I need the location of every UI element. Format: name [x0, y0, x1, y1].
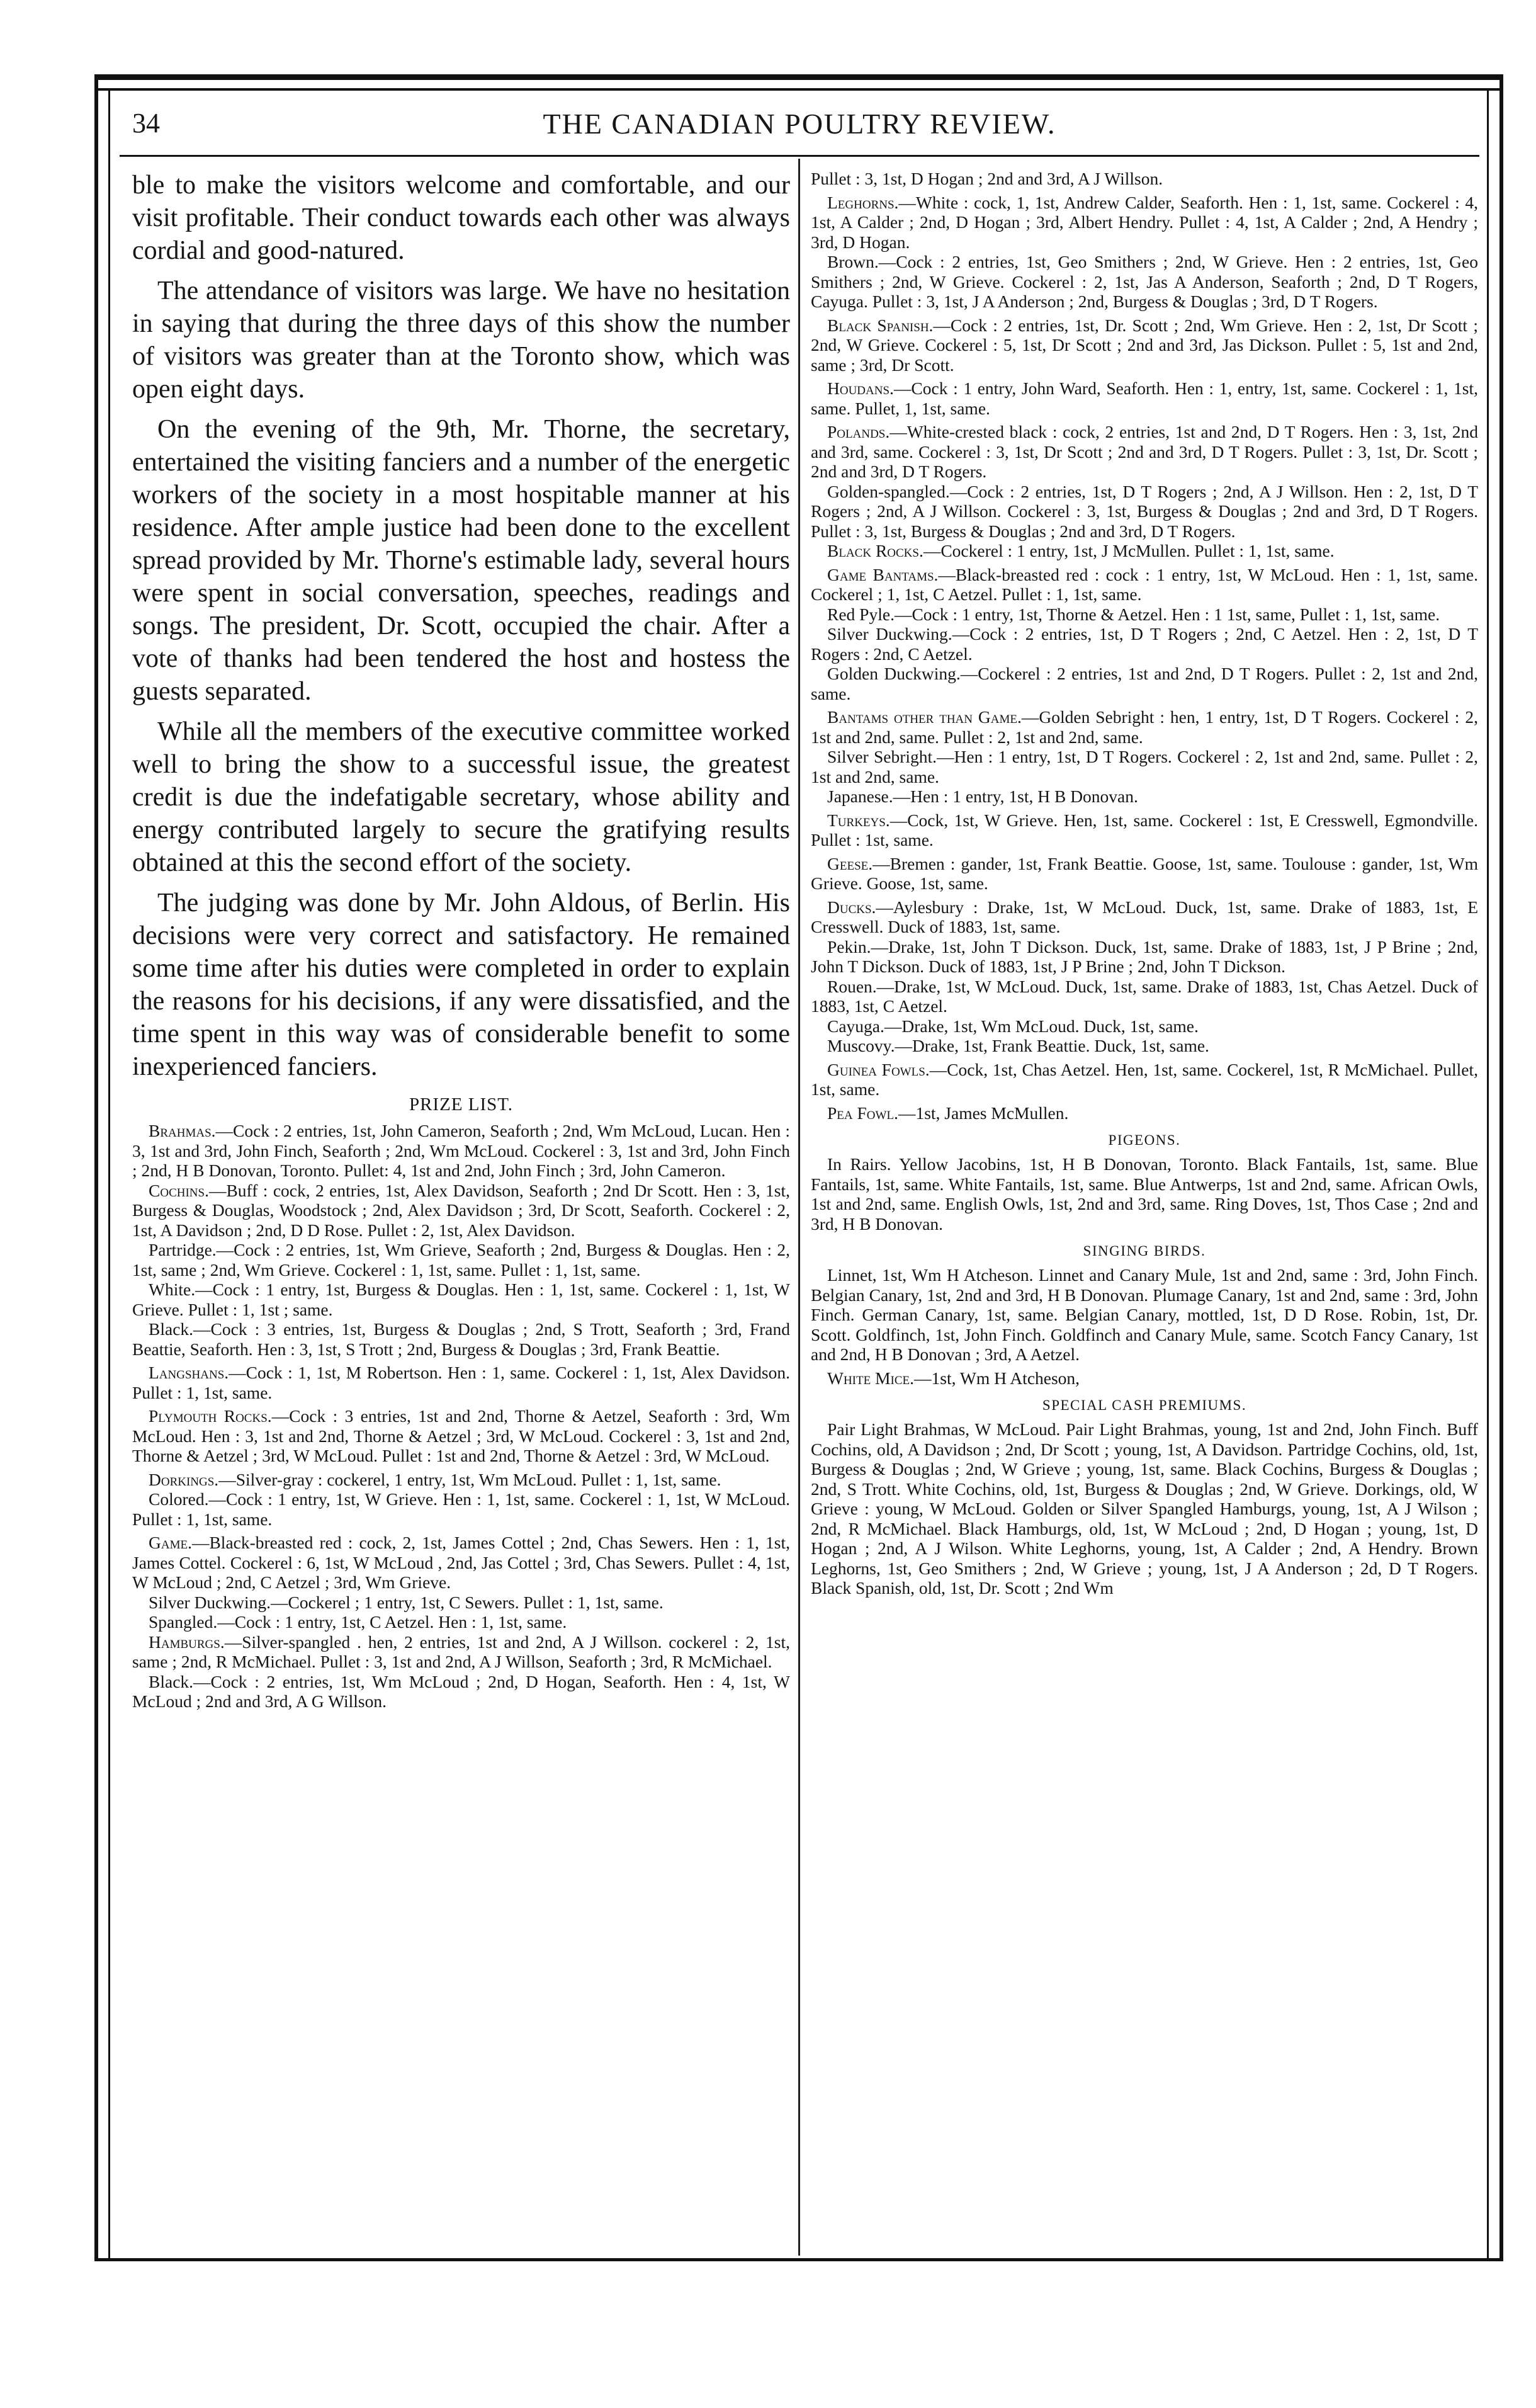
- entry-heading: Hamburgs.: [149, 1632, 225, 1652]
- prize-entry: [811, 787, 1478, 807]
- prize-entry: [811, 707, 1478, 747]
- entry-text: —Golden Sebright : hen, 1 entry, 1st, D T Rogers. Cockerel : 2, 1st and 2nd, same. Pullet : 2, 1st and 2nd, same.: [811, 707, 1478, 747]
- entry-text: Silver Duckwing.—Cockerel ; 1 entry, 1st, C Sewers. Pullet : 1, 1st, same.: [149, 1592, 664, 1612]
- prize-entry: [132, 1406, 790, 1466]
- prize-entry: [811, 315, 1478, 375]
- entry-heading: Brahmas.: [149, 1121, 216, 1140]
- pigeons-text: In Rairs. Yellow Jacobins, 1st, H B Donovan, Toronto. Black Fantails, 1st, same. Blue Fantails, 1st, same. White Fantails, 1st, same. Blue Antwerps, 1st and 2nd, same. African Owls, 1st and 2nd, same. English Owls, 1st, 2nd and 3rd, same. Ring Doves, 1st, Thos Case ; 2nd and 3rd, H B Donovan.: [811, 1154, 1478, 1234]
- prize-entry: [132, 1533, 790, 1593]
- special-premiums-text: Pair Light Brahmas, W McLoud. Pair Light Brahmas, young, 1st and 2nd, John Finch. Buff Cochins, old, A Davidson ; 2nd, Dr Scott ; young, 1st, A Davidson. Partridge Cochins, old, 1st, Burgess & Douglas ; 2nd, W Grieve ; young, 1st, same. Black Cochins, Burgess & Douglas ; 2nd, S Trott. White Cochins, old, 1st, Burgess & Douglas ; 2nd, W Grieve. Dorkings, old, W Grieve : young, W McLoud. Golden or Silver Spangled Hamburgs, young, 1st, A J Wilson ; 2nd, R McMichael. Black Hamburgs, old, 1st, W McLoud ; 2nd, D Hogan ; young, 1st, D Hogan ; 2nd, A J Wilson. White Leghorns, young, 1st, A Calder ; 2nd, A Hendry. Brown Leghorns, 1st, Geo Smithers ; 2nd, W Grieve ; young, 1st, J A Anderson ; 2d, D T Rogers. Black Spanish, old, 1st, Dr. Scott ; 2nd Wm: [811, 1419, 1478, 1598]
- prize-entry: [811, 810, 1478, 850]
- prize-entry: [132, 1280, 790, 1319]
- entry-text: —Silver-spangled . hen, 2 entries, 1st and 2nd, A J Willson. cockerel : 2, 1st, same ; 2nd, R McMichael. Pullet : 3, 1st and 2nd, A J Willson, Seaforth ; 3rd, R McMichael.: [132, 1632, 790, 1671]
- prize-entry: [132, 1612, 790, 1632]
- entry-text: Cayuga.—Drake, 1st, Wm McLoud. Duck, 1st, same.: [827, 1016, 1199, 1036]
- entry-heading: Guinea Fowls.: [827, 1059, 930, 1079]
- entry-text: Spangled.—Cock : 1 entry, 1st, C Aetzel. Hen : 1, 1st, same.: [149, 1612, 567, 1632]
- entry-text: —1st, James McMullen.: [898, 1103, 1069, 1123]
- paragraph: While all the members of the executive committee worked well to bring the show to a successful issue, the greatest credit is due the indefatigable secretary, whose ability and energy contributed largely to secure the gratifying results obtained at this the second effort of the society.: [132, 717, 790, 877]
- prize-entry: [811, 193, 1478, 253]
- prize-entry: [811, 378, 1478, 418]
- entry-text: Japanese.—Hen : 1 entry, 1st, H B Donovan.: [827, 787, 1138, 806]
- column-divider: [798, 159, 800, 2256]
- entry-text: Black.—Cock : 3 entries, 1st, Burgess & Douglas ; 2nd, S Trott, Seaforth ; 3rd, Frand Beattie, Seaforth. Hen : 3, 1st, S Trott ; 2nd, Burgess & Douglas ; 3rd, Frank Beattie.: [132, 1319, 790, 1359]
- prize-entry: [132, 1489, 790, 1529]
- entry-text: Pullet : 3, 1st, D Hogan ; 2nd and 3rd, A J Willson.: [811, 169, 1163, 188]
- frame-border-left: [94, 74, 98, 2259]
- prize-entry: [132, 1363, 790, 1402]
- entry-text: Red Pyle.—Cock : 1 entry, 1st, Thorne & Aetzel. Hen : 1 1st, same, Pullet : 1, 1st, same.: [827, 604, 1440, 624]
- pigeons-title: PIGEONS.: [1108, 1132, 1181, 1148]
- prize-entry: [811, 854, 1478, 894]
- entry-heading: Game.: [149, 1533, 192, 1552]
- entry-text: Golden-spangled.—Cock : 2 entries, 1st, D T Rogers ; 2nd, A J Willson. Hen : 2, 1st, D T Rogers ; 2nd, A J Willson. Cockerel : 3, 1st, Burgess & Douglas ; 2nd and 3rd, D T Rogers. Pullet : 3, 1st, Burgess & Douglas ; 2nd and 3rd, D T Rogers.: [811, 481, 1478, 541]
- entry-text: Silver Sebright.—Hen : 1 entry, 1st, D T Rogers. Cockerel : 2, 1st and 2nd, same. Pullet : 2, 1st and 2nd, same.: [811, 747, 1478, 787]
- prize-entry: [811, 937, 1478, 977]
- prize-entry: [811, 624, 1478, 664]
- paragraph: On the evening of the 9th, Mr. Thorne, the secretary, entertained the visiting fanciers and a number of the energetic workers of the society in a most hospitable manner at his residence. After ample justice had been done to the excellent spread provided by Mr. Thorne's estimable lady, several hours were spent in social conversation, speeches, readings and songs. The president, Dr. Scott, occupied the chair. After a vote of thanks had been tendered the host and hostess the guests separated.: [132, 415, 790, 706]
- prize-entry: [811, 1368, 1478, 1389]
- frame-border-right: [1499, 74, 1503, 2259]
- prize-entry: [811, 897, 1478, 937]
- prize-entry: [811, 169, 1478, 189]
- entry-text: —Black-breasted red : cock : 1 entry, 1st, W McLoud. Hen : 1, 1st, same. Cockerel ; 1, 1st, C Aetzel. Pullet : 1, 1st, same.: [811, 564, 1478, 604]
- entry-text: —Bremen : gander, 1st, Frank Beattie. Goose, 1st, same. Toulouse : gander, 1st, Wm Grieve. Goose, 1st, same.: [811, 853, 1478, 893]
- entry-heading: Polands.: [827, 422, 890, 441]
- entry-text: Rouen.—Drake, 1st, W McLoud. Duck, 1st, same. Drake of 1883, 1st, Chas Aetzel. Duck of 1883, 1st, C Aetzel.: [811, 976, 1478, 1016]
- entry-text: Silver Duckwing.—Cock : 2 entries, 1st, D T Rogers ; 2nd, C Aetzel. Hen : 2, 1st, D T Rogers : 2nd, C Aetzel.: [811, 624, 1478, 664]
- entry-text: —White-crested black : cock, 2 entries, 1st and 2nd, D T Rogers. Hen : 3, 1st, 2nd and 3rd, same. Cockerel : 3, 1st, Dr Scott ; 2nd and 3rd, D T Rogers. Pullet : 3, 1st, Dr. Scott ; 2nd and 3rd, D T Rogers.: [811, 422, 1478, 481]
- frame-border-right-inner: [1487, 88, 1489, 2261]
- page-number: 34: [132, 108, 160, 139]
- entry-heading: Turkeys.: [827, 810, 890, 830]
- prize-entry: [132, 1181, 790, 1241]
- entry-text: —Black-breasted red : cock, 2, 1st, James Cottel ; 2nd, Chas Sewers. Hen : 1, 1st, James Cottel. Cockerel : 6, 1st, W McLoud , 2nd, Jas Cottel ; 3rd, Chas Sewers. Pullet : 4, 1st, W McLoud ; 2nd, C Aetzel ; 3rd, Wm Grieve.: [132, 1533, 790, 1592]
- entry-heading: Bantams other than Game.: [827, 707, 1022, 727]
- entry-heading: Langshans.: [149, 1363, 229, 1382]
- prize-entry: [132, 1319, 790, 1359]
- entry-text: —Cock : 2 entries, 1st, Dr. Scott ; 2nd, Wm Grieve. Hen : 2, 1st, Dr Scott ; 2nd, W Grieve. Cockerel : 5, 1st, Dr Scott ; 2nd and 3rd, Jas Dickson. Pullet : 5, 1st and 2nd, same ; 3rd, Dr Scott.: [811, 315, 1478, 375]
- prize-entry: [811, 541, 1478, 561]
- prize-entry: [811, 1103, 1478, 1123]
- entry-heading: Dorkings.: [149, 1469, 219, 1489]
- entry-text: Golden Duckwing.—Cockerel : 2 entries, 1st and 2nd, D T Rogers. Pullet : 2, 1st and 2nd, same.: [811, 664, 1478, 703]
- singing-birds-title: SINGING BIRDS.: [1083, 1243, 1206, 1259]
- entry-heading: Game Bantams.: [827, 564, 939, 584]
- paragraph: The attendance of visitors was large. We have no hesitation in saying that during the three days of this show the number of visitors was greater than at the Toronto show, which was open eight days.: [132, 276, 790, 404]
- entry-heading: White Mice.: [827, 1368, 915, 1388]
- entry-text: —Cock : 2 entries, 1st, John Cameron, Seaforth ; 2nd, Wm McLoud, Lucan. Hen : 3, 1st and 3rd, John Finch, Seaforth ; 2nd, Wm McLoud. Cockerel : 3, 1st and 3rd, John Finch ; 2nd, H B Donovan, Toronto. Pullet: 4, 1st and 2nd, John Finch ; 3rd, John Cameron.: [132, 1121, 790, 1180]
- entry-text: —White : cock, 1, 1st, Andrew Calder, Seaforth. Hen : 1, 1st, same. Cockerel : 4, 1st, A Calder ; 2nd, D Hogan ; 3rd, Albert Hendry. Pullet : 4, 1st, A Calder ; 2nd, A Hendry ; 3rd, D Hogan.: [811, 192, 1478, 252]
- prize-list-title: PRIZE LIST.: [409, 1094, 514, 1115]
- paragraph: The judging was done by Mr. John Aldous, of Berlin. His decisions were very correct and satisfactory. He remained some time after his duties were completed in order to explain the reasons for his decisions, if any were dissatisfied, and the time spent in this way was of considerable benefit to some inexperienced fanciers.: [132, 889, 790, 1081]
- entry-text: —Aylesbury : Drake, 1st, W McLoud. Duck, 1st, same. Drake of 1883, 1st, E Cresswell. Duck of 1883, 1st, same.: [811, 897, 1478, 936]
- header-rule: [120, 155, 1479, 157]
- prize-entry: [811, 747, 1478, 787]
- entry-heading: Pea Fowl.: [827, 1103, 898, 1123]
- entry-text: —Cock : 1, 1st, M Robertson. Hen : 1, same. Cockerel : 1, 1st, Alex Davidson. Pullet : 1, 1st, same.: [132, 1363, 790, 1402]
- special-premiums-title: SPECIAL CASH PREMIUMS.: [1042, 1397, 1247, 1413]
- prize-entry: [811, 664, 1478, 703]
- entry-text: Muscovy.—Drake, 1st, Frank Beattie. Duck, 1st, same.: [827, 1036, 1209, 1055]
- prize-entry: [811, 605, 1478, 625]
- prize-entry: [132, 1672, 790, 1712]
- entry-text: —Cockerel : 1 entry, 1st, J McMullen. Pullet : 1, 1st, same.: [923, 541, 1335, 560]
- frame-border-top: [94, 74, 1503, 80]
- entry-text: —Cock : 1 entry, John Ward, Seaforth. Hen : 1, entry, 1st, same. Cockerel : 1, 1st, same. Pullet, 1, 1st, same.: [811, 378, 1478, 418]
- frame-border-top-inner: [94, 88, 1503, 91]
- entry-heading: Plymouth Rocks.: [149, 1406, 272, 1426]
- entry-text: —Silver-gray : cockerel, 1 entry, 1st, Wm McLoud. Pullet : 1, 1st, same.: [218, 1469, 721, 1489]
- entry-text: Pekin.—Drake, 1st, John T Dickson. Duck, 1st, same. Drake of 1883, 1st, J P Brine ; 2nd, John T Dickson. Duck of 1883, 1st, J P Brine ; 2nd, John T Dickson.: [811, 936, 1478, 976]
- entry-heading: Houdans.: [827, 378, 894, 398]
- prize-entry: [132, 1470, 790, 1490]
- prize-entry: [811, 565, 1478, 605]
- paragraph: ble to make the visitors welcome and comfortable, and our visit profitable. Their conduct towards each other was always cordial and good-natured.: [132, 171, 790, 265]
- entry-text: White.—Cock : 1 entry, 1st, Burgess & Douglas. Hen : 1, 1st, same. Cockerel : 1, 1st, W Grieve. Pullet : 1, 1st ; same.: [132, 1280, 790, 1319]
- page-header: [132, 107, 1467, 145]
- left-column: [132, 169, 790, 2254]
- entry-text: Black.—Cock : 2 entries, 1st, Wm McLoud ; 2nd, D Hogan, Seaforth. Hen : 4, 1st, W McLoud ; 2nd and 3rd, A G Willson.: [132, 1671, 790, 1711]
- entry-text: Brown.—Cock : 2 entries, 1st, Geo Smithers ; 2nd, W Grieve. Hen : 2 entries, 1st, Geo Smithers ; 2nd, W Grieve. Cockerel : 2, 1st, Jas A Anderson, Seaforth ; 2nd, D T Rogers, Cayuga. Pullet : 3, 1st, J A Anderson ; 2nd, Burgess & Douglas ; 3rd, D T Rogers.: [811, 252, 1478, 311]
- prize-entry: [811, 1036, 1478, 1056]
- singing-birds-text: Linnet, 1st, Wm H Atcheson. Linnet and Canary Mule, 1st and 2nd, same : 3rd, John Finch. Belgian Canary, 1st, 2nd and 3rd, H B Donovan. Plumage Canary, 1st and 2nd, same : 3rd, John Finch. German Canary, 1st, same. Belgian Canary, mottled, 1st, D D Rose. Robin, 1st, Dr. Scott. Goldfinch, 1st, John Finch. Goldfinch and Canary Mule, same. Scotch Fancy Canary, 1st and 2nd, H B Donovan ; 3rd, A Aetzel.: [811, 1265, 1478, 1364]
- prize-entry: [811, 1016, 1478, 1036]
- entry-text: —Cock, 1st, W Grieve. Hen, 1st, same. Cockerel : 1st, E Cresswell, Egmondville. Pullet : 1st, same.: [811, 810, 1478, 849]
- prize-entry: [132, 1593, 790, 1613]
- prize-entry: [811, 252, 1478, 312]
- prize-entry: [811, 422, 1478, 482]
- entry-text: —1st, Wm H Atcheson,: [914, 1368, 1080, 1388]
- entry-heading: Leghorns.: [827, 192, 899, 212]
- prize-entry: [811, 482, 1478, 542]
- prize-entry: [132, 1121, 790, 1181]
- frame-border-left-inner: [108, 88, 110, 2261]
- entry-heading: Black Spanish.: [827, 315, 934, 335]
- prize-entry: [132, 1632, 790, 1672]
- prize-entry: [132, 1240, 790, 1280]
- entry-text: —Cock, 1st, Chas Aetzel. Hen, 1st, same. Cockerel, 1st, R McMichael. Pullet, 1st, same.: [811, 1059, 1478, 1099]
- frame-border-bottom: [94, 2258, 1503, 2261]
- entry-heading: Cochins.: [149, 1180, 209, 1200]
- entry-heading: Black Rocks.: [827, 541, 923, 560]
- entry-text: Colored.—Cock : 1 entry, 1st, W Grieve. Hen : 1, 1st, same. Cockerel : 1, 1st, W McLoud. Pullet : 1, 1st, same.: [132, 1489, 790, 1529]
- entry-heading: Geese.: [827, 853, 873, 873]
- prize-entry: [811, 977, 1478, 1016]
- entry-text: —Buff : cock, 2 entries, 1st, Alex Davidson, Seaforth ; 2nd Dr Scott. Hen : 3, 1st, Burgess & Douglas, Woodstock ; 2nd, Alex Davidson ; 3rd, Dr Scott, Seaforth. Cockerel : 2, 1st, A Davidson ; 2nd, D D Rose. Pullet : 2, 1st, Alex Davidson.: [132, 1180, 790, 1240]
- entry-text: —Cock : 3 entries, 1st and 2nd, Thorne & Aetzel, Seaforth : 3rd, Wm McLoud. Hen : 3, 1st and 2nd, Thorne & Aetzel ; 3rd, W McLoud. Cockerel : 3, 1st and 2nd, Thorne & Aetzel ; 3rd, W McLoud. Pullet : 1st and 2nd, Thorne & Aetzel : 3rd, W McLoud.: [132, 1406, 790, 1465]
- page-title: THE CANADIAN POULTRY REVIEW.: [543, 108, 1056, 140]
- entry-heading: Ducks.: [827, 897, 876, 917]
- right-column: [811, 169, 1478, 2254]
- prize-entry: [811, 1060, 1478, 1099]
- entry-text: Partridge.—Cock : 2 entries, 1st, Wm Grieve, Seaforth ; 2nd, Burgess & Douglas. Hen : 2, 1st, same ; 2nd, Wm Grieve. Cockerel : 1, 1st, same. Pullet : 1, 1st, same.: [132, 1240, 790, 1280]
